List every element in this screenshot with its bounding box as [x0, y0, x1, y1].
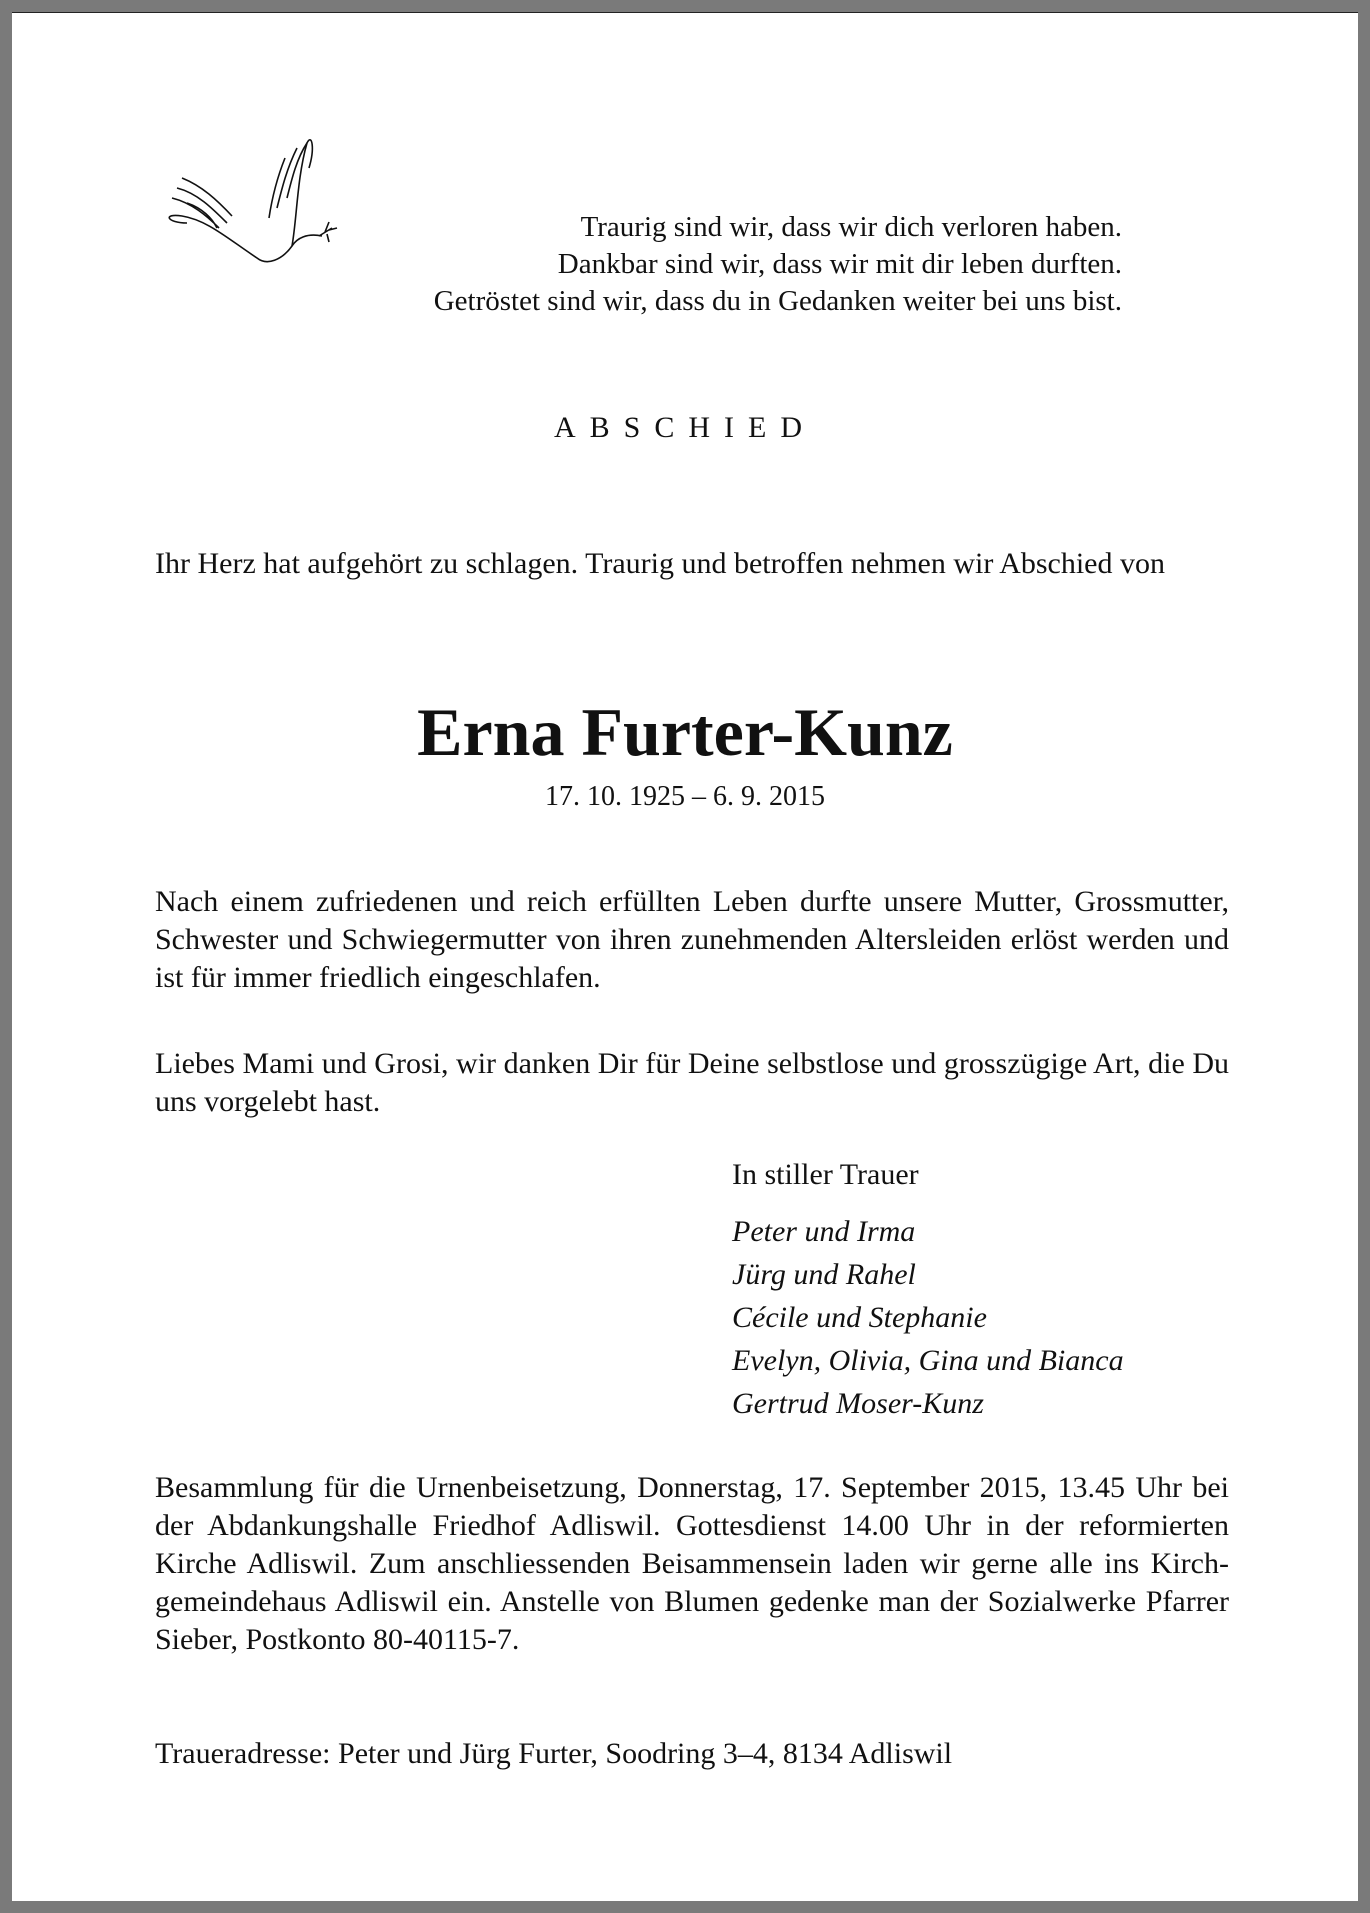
- poem-line: Traurig sind wir, dass wir dich verloren haben.: [580, 211, 1122, 243]
- poem-line: Dankbar sind wir, dass wir mit dir leben durften.: [557, 248, 1122, 280]
- mourner: Cécile und Stephanie: [732, 1301, 987, 1334]
- mourners-list: [732, 1210, 1124, 1425]
- address: Traueradresse: Peter und Jürg Furter, Soodring 3–4, 8134 Adliswil: [155, 1737, 953, 1770]
- life-dates: 17. 10. 1925 – 6. 9. 2015: [545, 781, 825, 812]
- obituary-page: [12, 12, 1358, 1901]
- intro-text: Ihr Herz hat aufgehört zu schlagen. Traurig und betroffen nehmen wir Abschied von: [155, 547, 1165, 580]
- poem-line: Getröstet sind wir, dass du in Gedanken weiter bei uns bist.: [433, 285, 1122, 317]
- mourner: Gertrud Moser-Kunz: [732, 1387, 984, 1420]
- mourner: Evelyn, Olivia, Gina und Bianca: [732, 1344, 1124, 1377]
- ceremony-paragraph: Besammlung für die Urnenbeisetzung, Donnerstag, 17. September 2015, 13.45 Uhr bei der Abdankungshalle Friedhof Adliswil. Gottesdienst 14.00 Uhr in der reformierten Kirche Adliswil. Zum anschliessenden Beisammensein laden wir gerne alle ins Kirchgemeindehaus Adliswil ein. Anstelle von Blumen gedenke man der Sozialwerke Pfarrer Sieber, Postkonto 80-40115-7.: [155, 1471, 1229, 1656]
- deceased-name: Erna Furter-Kunz: [417, 694, 953, 770]
- mourner: Peter und Irma: [732, 1215, 916, 1248]
- body-paragraph-1: Nach einem zufriedenen und reich erfüllten Leben durfte unsere Mutter, Grossmutter, Schwester und Schwiegermutter von ihren zunehmenden Altersleiden erlöst werden und ist für immer friedlich eingeschlafen.: [155, 885, 1229, 994]
- body-paragraph-2: Liebes Mami und Grosi, wir danken Dir für Deine selbstlose und grosszügige Art, die Du uns vorgelebt hast.: [155, 1047, 1229, 1118]
- signoff: In stiller Trauer: [732, 1158, 919, 1191]
- heading: ABSCHIED: [553, 411, 816, 444]
- mourner: Jürg und Rahel: [732, 1258, 916, 1291]
- poem: [152, 209, 1122, 320]
